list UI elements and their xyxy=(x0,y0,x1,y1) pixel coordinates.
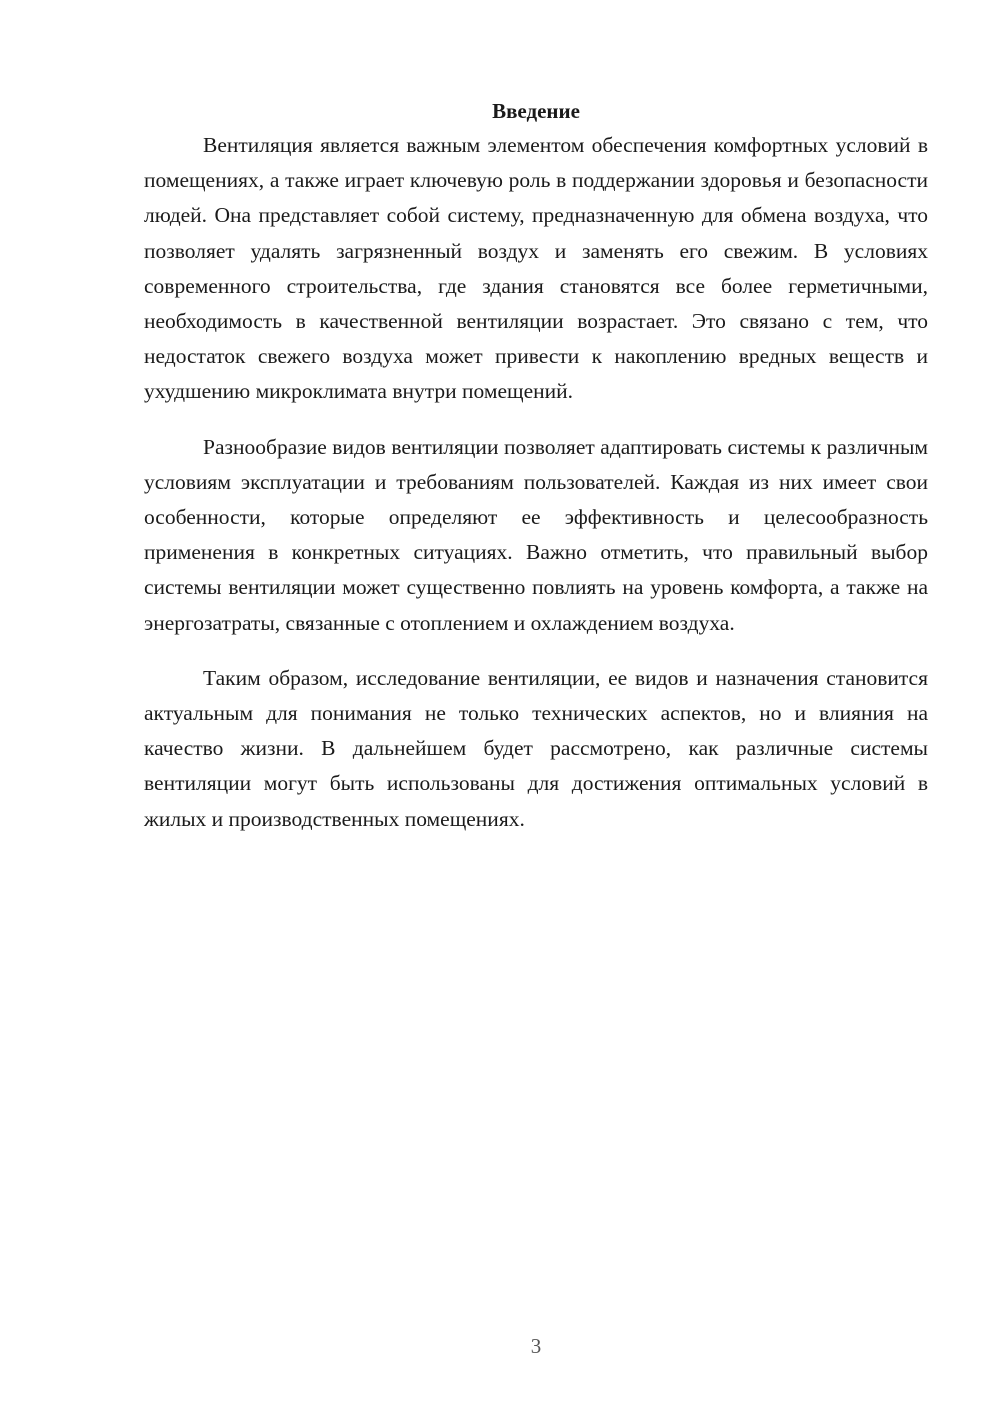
section-heading: Введение xyxy=(492,99,580,123)
page-number: 3 xyxy=(530,1334,542,1358)
paragraph-1: Вентиляция является важным элементом обеспечения комфортных условий в помещениях, а также играет ключевую роль в поддержании здоровья и безопасности людей. Она представляет собой систему, предназначенную для обмена воздуха, что позволяет удалять загрязненный воздух и заменять его свежим. В условиях современного строительства, где здания становятся все более герметичными, необходимость в качественной вентиляции возрастает. Это связано с тем, что недостаток свежего воздуха может привести к накоплению вредных веществ и ухудшению микроклимата внутри помещений. xyxy=(144,133,928,404)
paragraph-2: Разнообразие видов вентиляции позволяет адаптировать системы к различным условиям эксплуатации и требованиям пользователей. Каждая из них имеет свои особенности, которые определяют ее эффективность и целесообразность применения в конкретных ситуациях. Важно отметить, что правильный выбор системы вентиляции может существенно повлиять на уровень комфорта, а также на энергозатраты, связанные с отоплением и охлаждением воздуха. xyxy=(144,434,928,635)
paragraph-3: Таким образом, исследование вентиляции, ее видов и назначения становится актуальным для понимания не только технических аспектов, но и влияния на качество жизни. В дальнейшем будет рассмотрено, как различные системы вентиляции могут быть использованы для достижения оптимальных условий в жилых и производственных помещениях. xyxy=(144,665,928,831)
page-content xyxy=(144,96,928,857)
